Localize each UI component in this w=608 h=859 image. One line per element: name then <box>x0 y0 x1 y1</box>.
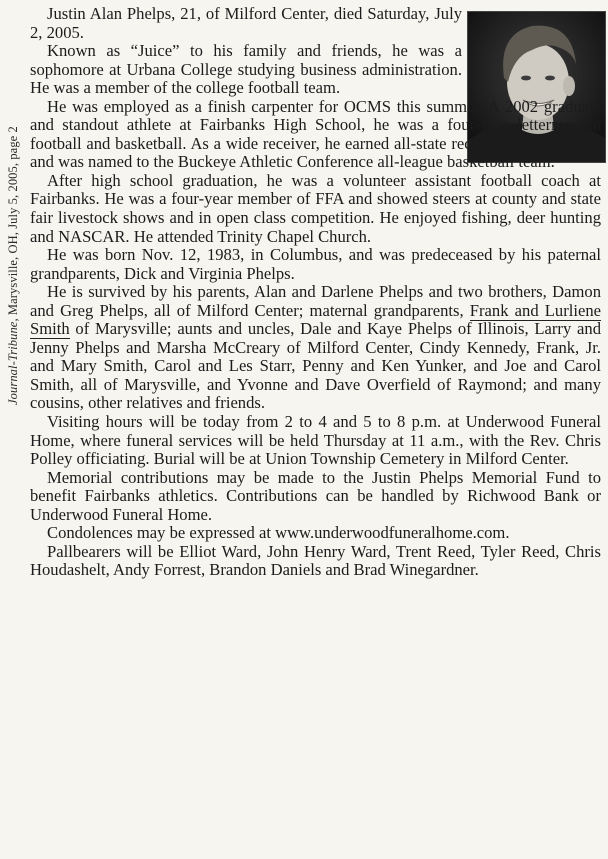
publication-details: , Marysville, OH, July 5, 2005, page 2 <box>6 126 20 322</box>
paragraph-survivors <box>30 283 601 413</box>
source-caption <box>6 0 24 420</box>
obituary-article <box>30 5 601 580</box>
survivors-text-b: of Marysville; aunts and uncles, Dale and Kaye Phelps of Illinois, Larry and Jenny Phelps and Marsha McCreary of Milford Center, Cindy Kennedy, Frank, Jr. and Mary Smith, Carol and Les Starr, Penny and Ken Yunker, and Joe and Carol Smith, all of Marysville, and Yvonne and Dave Overfield of Raymond; and many cousins, other relatives and friends. <box>30 319 601 413</box>
paragraph-education: Known as “Juice” to his family and friends, he was a sophomore at Urbana College studying business administration. He was a member of the college football team. <box>30 41 462 98</box>
paragraph-memorial: Memorial contributions may be made to the Justin Phelps Memorial Fund to benefit Fairbanks athletics. Contributions can be handled by Richwood Bank or Underwood Funeral Home. <box>30 467 601 524</box>
employment-text-a: He was employed as a finish carpenter for OCMS this summer. A 2002 graduate and standout athlete at Fairbanks High School, he was a four-year letterman in football and basketball. <box>30 96 601 153</box>
underlined-grandparents: Frank and Lurliene Smith <box>30 300 601 339</box>
paragraph-birth: He was born Nov. 12, 1983, in Columbus, and was predeceased by his paternal grandparents, Dick and Virginia Phelps. <box>30 245 601 283</box>
paragraph-employment <box>30 98 601 172</box>
employment-text-b: As a wide receiver, he earned all-state recognition in football and was named to the Buckeye Athletic Conference all-league basketball team. <box>30 133 601 172</box>
publication-name: Journal-Tribune <box>6 321 20 405</box>
paragraph-activities: After high school graduation, he was a volunteer assistant football coach at Fairbanks. He was a four-year member of FFA and showed steers at county and state fair livestock shows and in open class competition. He enjoyed fishing, deer hunting and NASCAR. He attended Trinity Chapel Church. <box>30 170 601 246</box>
paragraph-pallbearers: Pallbearers will be Elliot Ward, John Henry Ward, Trent Reed, Tyler Reed, Chris Houdashelt, Andy Forrest, Brandon Daniels and Brad Winegardner. <box>30 541 601 580</box>
paragraph-services: Visiting hours will be today from 2 to 4 and 5 to 8 p.m. at Underwood Funeral Home, where funeral services will be held Thursday at 11 a.m., with the Rev. Chris Polley officiating. Burial will be at Union Township Cemetery in Milford Center. <box>30 412 601 469</box>
paragraph-condolences: Condolences may be expressed at www.underwoodfuneralhome.com. <box>47 523 510 543</box>
survivors-text-a: He is survived by his parents, Alan and Darlene Phelps and two brothers, Damon and Greg Phelps, all of Milford Center; maternal grandparents, <box>30 282 601 320</box>
paragraph-intro: Justin Alan Phelps, 21, of Milford Center, died Saturday, July 2, 2005. <box>30 4 462 42</box>
